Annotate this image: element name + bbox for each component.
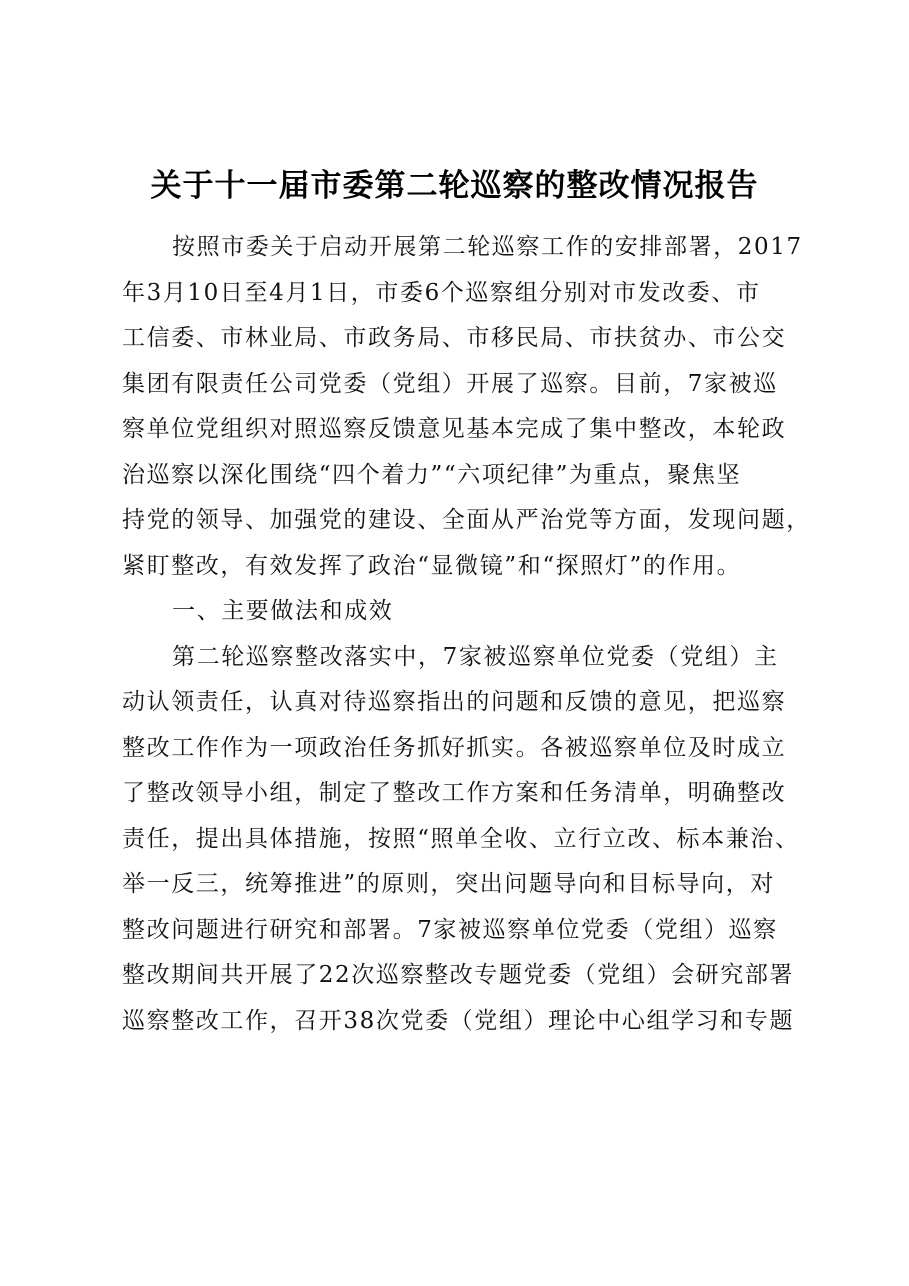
text-line: 年3月10日至4月1日，市委6个巡察组分别对市发改委、市 (122, 279, 761, 306)
text-line: 了整改领导小组，制定了整改工作方案和任务清单，明确整改 (122, 780, 787, 806)
document-title: 关于十一届市委第二轮巡察的整改情况报告 (150, 168, 759, 204)
text-line: 工信委、市林业局、市政务局、市移民局、市扶贫办、市公交 (122, 325, 787, 351)
text-line: 整改问题进行研究和部署。7家被巡察单位党委（党组）巡察 (122, 916, 778, 943)
section-heading: 一、主要做法和成效 (172, 598, 394, 624)
text-line: 紧盯整改，有效发挥了政治“显微镜”和“探照灯”的作用。 (122, 552, 742, 579)
text-line: 治巡察以深化围绕“四个着力”“六项纪律”为重点，聚焦坚 (122, 461, 742, 488)
text-line: 整改期间共开展了22次巡察整改专题党委（党组）会研究部署 (122, 962, 795, 988)
text-line: 责任，提出具体措施，按照“照单全收、立行立改、标本兼治、 (122, 825, 800, 852)
text-line: 举一反三，统筹推进”的原则，突出问题导向和目标导向，对 (122, 871, 775, 897)
text-line: 第二轮巡察整改落实中，7家被巡察单位党委（党组）主 (172, 643, 779, 670)
text-line: 持党的领导、加强党的建设、全面从严治党等方面，发现问题， (122, 507, 811, 533)
text-line: 动认领责任，认真对待巡察指出的问题和反馈的意见，把巡察 (122, 689, 787, 715)
text-line: 巡察整改工作，召开38次党委（党组）理论中心组学习和专题 (122, 1007, 795, 1034)
text-line: 整改工作作为一项政治任务抓好抓实。各被巡察单位及时成立 (122, 734, 787, 761)
text-line: 集团有限责任公司党委（党组）开展了巡察。目前，7家被巡 (122, 370, 778, 397)
paragraph-1 (122, 225, 812, 589)
text-line: 按照市委关于启动开展第二轮巡察工作的安排部署，2017 (172, 234, 803, 260)
document-body (122, 225, 812, 1044)
text-line: 察单位党组织对照巡察反馈意见基本完成了集中整改，本轮政 (122, 416, 787, 442)
paragraph-2 (122, 635, 812, 1045)
